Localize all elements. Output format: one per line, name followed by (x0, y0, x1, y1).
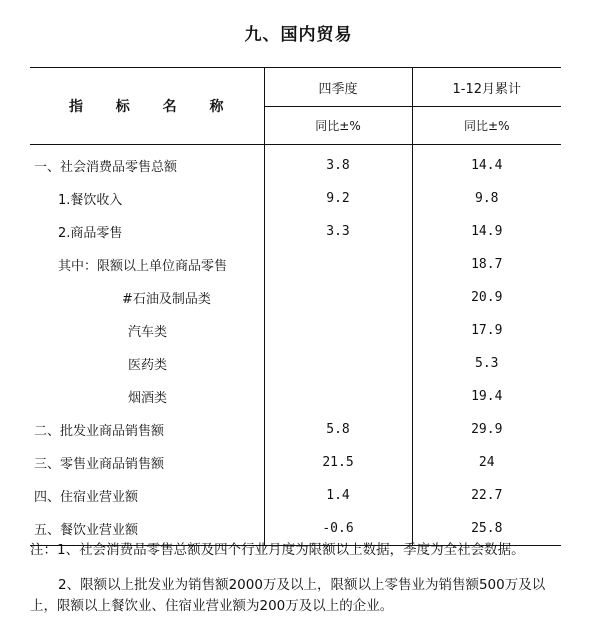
table-row (30, 347, 561, 380)
table-row (30, 446, 561, 479)
q4-value (264, 347, 412, 380)
table-row (30, 215, 561, 248)
ytd-value: 19.4 (471, 389, 503, 404)
row-label: 烟酒类 (30, 380, 264, 413)
q4-value: 3.3 (264, 215, 412, 248)
table-row (30, 479, 561, 512)
footnotes (30, 540, 561, 617)
q4-value (264, 248, 412, 281)
row-label: 三、零售业商品销售额 (30, 446, 264, 479)
table-row (30, 314, 561, 347)
row-label: 1.餐饮收入 (30, 182, 264, 215)
row-label: 一、社会消费品零售总额 (30, 145, 264, 183)
page-title: 九、国内贸易 (244, 25, 353, 45)
ytd-yoy-subheader: 同比±% (464, 119, 510, 133)
ytd-value: 5.3 (475, 356, 499, 371)
indicator-name-header: 指 标 名 称 (30, 68, 264, 145)
q4-value: 5.8 (264, 413, 412, 446)
ytd-value: 14.9 (471, 224, 503, 239)
table-row (30, 182, 561, 215)
ytd-header: 1-12月累计 (412, 68, 561, 107)
q4-value: 1.4 (264, 479, 412, 512)
ytd-value: 17.9 (471, 323, 503, 338)
trade-table-container (30, 67, 561, 546)
row-label: 医药类 (30, 347, 264, 380)
ytd-value: 18.7 (471, 257, 503, 272)
footnote-1: 注：1、社会消费品零售总额及四个行业月度为限额以上数据，季度为全社会数据。 (30, 542, 525, 558)
table-row (30, 248, 561, 281)
row-label: 其中：限额以上单位商品零售 (30, 248, 264, 281)
q4-yoy-subheader: 同比±% (264, 107, 412, 145)
row-label: #石油及制品类 (30, 281, 264, 314)
q4-value (264, 380, 412, 413)
table-row (30, 281, 561, 314)
row-label: 五、餐饮业营业额 (30, 512, 264, 546)
table-row (30, 380, 561, 413)
row-label: 二、批发业商品销售额 (30, 413, 264, 446)
q4-value (264, 314, 412, 347)
ytd-value: 25.8 (471, 521, 503, 536)
table-row (30, 413, 561, 446)
q4-value: -0.6 (264, 512, 412, 546)
ytd-value: 22.7 (471, 488, 503, 503)
row-label: 汽车类 (30, 314, 264, 347)
ytd-value: 9.8 (475, 191, 499, 206)
domestic-trade-table (30, 67, 561, 546)
q4-value: 9.2 (264, 182, 412, 215)
q4-value: 21.5 (264, 446, 412, 479)
ytd-value: 24 (478, 455, 495, 470)
table-row (30, 145, 561, 183)
q4-header: 四季度 (264, 68, 412, 107)
ytd-value: 20.9 (471, 290, 503, 305)
footnote-2: 2、限额以上批发业为销售额2000万及以上，限额以上零售业为销售额500万及以上，限额以上餐饮业、住宿业营业额为200万及以上的企业。 (30, 577, 546, 614)
row-label: 2.商品零售 (30, 215, 264, 248)
q4-value (264, 281, 412, 314)
row-label: 四、住宿业营业额 (30, 479, 264, 512)
ytd-value: 14.4 (471, 158, 503, 173)
ytd-value: 29.9 (471, 422, 503, 437)
q4-value: 3.8 (264, 145, 412, 183)
